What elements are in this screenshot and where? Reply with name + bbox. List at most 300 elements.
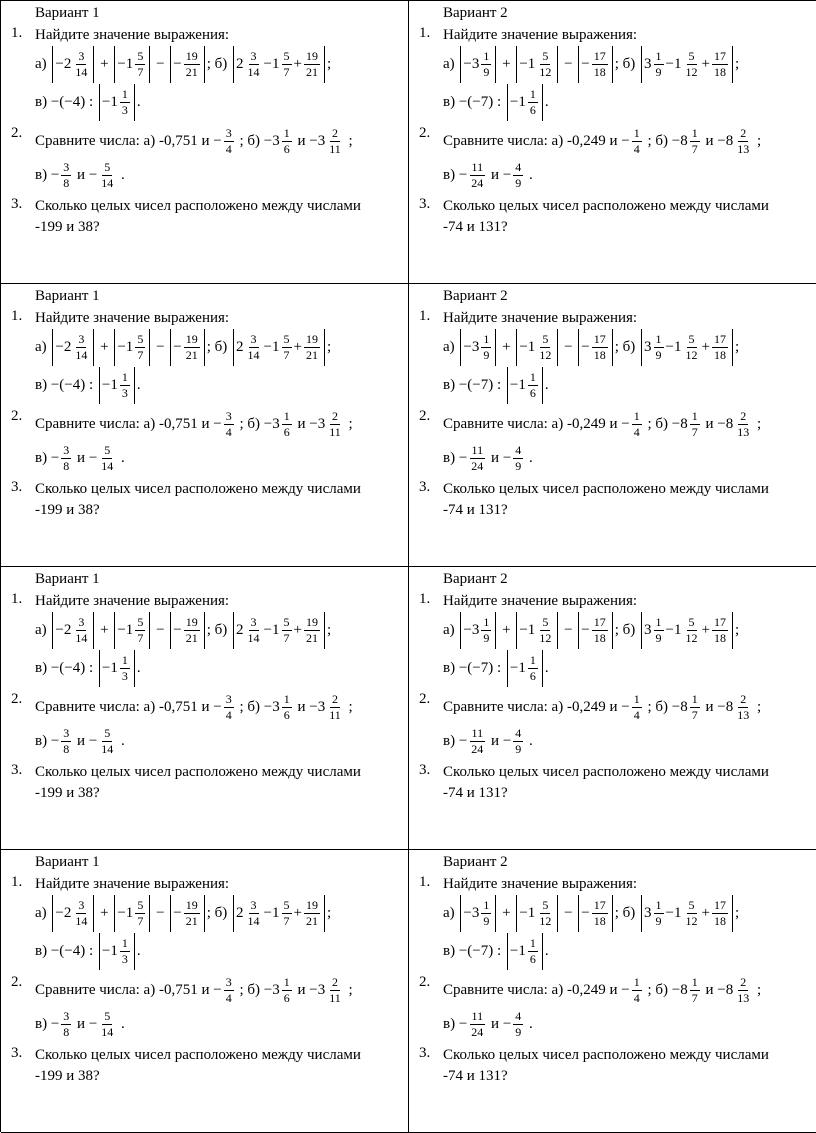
fraction-denominator: 9 xyxy=(655,65,662,79)
absolute-value-group xyxy=(460,46,496,83)
fraction xyxy=(513,726,523,757)
math-text: −2 xyxy=(55,56,72,72)
problem-line xyxy=(443,46,811,83)
fraction xyxy=(246,49,262,80)
fraction xyxy=(592,49,608,80)
math-text: в) − xyxy=(35,450,60,466)
fraction-denominator: 21 xyxy=(305,914,318,928)
fraction-numerator: 3 xyxy=(78,898,85,912)
math-text: −1 xyxy=(665,622,682,638)
problem-line xyxy=(443,725,811,758)
math-text: и − xyxy=(73,167,98,183)
math-text: . xyxy=(544,377,549,393)
fraction-denominator: 9 xyxy=(483,65,490,79)
fraction xyxy=(684,898,700,929)
fraction-numerator: 5 xyxy=(104,443,111,457)
math-text: −1 xyxy=(101,94,118,110)
fraction xyxy=(246,898,262,929)
fraction xyxy=(654,49,664,80)
fraction-numerator: 2 xyxy=(740,409,747,423)
fraction xyxy=(282,975,292,1006)
absolute-value-group xyxy=(52,895,94,932)
math-text: в) −(−4) : xyxy=(35,660,97,676)
math-text: . xyxy=(117,733,125,749)
fraction-denominator: 21 xyxy=(185,348,198,362)
math-text: 2 xyxy=(236,905,244,921)
math-text: а) xyxy=(443,56,459,72)
math-text: −3 xyxy=(463,339,480,355)
fraction-denominator: 12 xyxy=(539,914,552,928)
fraction-denominator: 9 xyxy=(515,176,522,190)
math-text: − xyxy=(560,339,577,355)
math-text: и − xyxy=(487,733,512,749)
problem-line xyxy=(35,159,403,192)
math-text: −2 xyxy=(55,905,72,921)
fraction-numerator: 19 xyxy=(185,332,198,346)
fraction-numerator: 5 xyxy=(688,332,695,346)
math-text: −1 xyxy=(117,339,134,355)
math-text: в) −(−7) : xyxy=(443,660,505,676)
fraction-denominator: 14 xyxy=(75,631,88,645)
math-text: в) −(−4) : xyxy=(35,943,97,959)
fraction-denominator: 7 xyxy=(691,708,698,722)
fraction-denominator: 7 xyxy=(137,348,144,362)
fraction-numerator: 1 xyxy=(483,49,490,63)
math-text: ; б) −3 xyxy=(235,982,280,998)
math-text: в) − xyxy=(443,167,468,183)
math-text: ; xyxy=(734,905,740,921)
math-text: 3 xyxy=(644,339,652,355)
absolute-value-group xyxy=(578,46,612,83)
fraction-denominator: 12 xyxy=(685,348,698,362)
fraction-denominator: 4 xyxy=(633,425,640,439)
math-text: −1 xyxy=(101,660,118,676)
fraction xyxy=(327,975,343,1006)
fraction-denominator: 21 xyxy=(305,65,318,79)
fraction-denominator: 18 xyxy=(593,65,606,79)
fraction xyxy=(224,409,234,440)
absolute-value-group xyxy=(170,329,204,366)
math-text: −3 xyxy=(463,622,480,638)
problem-lines xyxy=(35,874,403,971)
math-text: и − xyxy=(487,167,512,183)
problem-lines xyxy=(443,479,811,521)
fraction-numerator: 5 xyxy=(688,49,695,63)
problem-item xyxy=(11,408,403,476)
math-text: Найдите значение выражения: xyxy=(35,309,230,326)
fraction-denominator: 21 xyxy=(305,631,318,645)
math-text: ; xyxy=(326,339,332,355)
problem-lines xyxy=(35,308,403,405)
fraction-numerator: 2 xyxy=(740,975,747,989)
absolute-value-group xyxy=(170,895,204,932)
problem-line xyxy=(443,196,811,216)
math-text: − xyxy=(173,622,182,638)
problem-lines xyxy=(443,591,811,688)
fraction xyxy=(120,936,130,967)
fraction-numerator: 1 xyxy=(633,975,640,989)
math-text: + xyxy=(701,339,710,355)
fraction-denominator: 11 xyxy=(329,708,341,722)
fraction-numerator: 3 xyxy=(225,126,232,140)
problem-lines xyxy=(443,974,811,1042)
math-text: −1 xyxy=(263,622,280,638)
problem-lines xyxy=(443,125,811,193)
fraction-numerator: 3 xyxy=(63,443,70,457)
fraction-denominator: 12 xyxy=(539,348,552,362)
fraction xyxy=(61,726,71,757)
math-text: + xyxy=(293,339,302,355)
fraction-numerator: 3 xyxy=(225,975,232,989)
fraction-numerator: 5 xyxy=(688,898,695,912)
fraction-numerator: 1 xyxy=(121,370,128,384)
fraction xyxy=(99,726,115,757)
math-text: + xyxy=(96,339,113,355)
absolute-value-group xyxy=(578,895,612,932)
math-text: а) xyxy=(35,56,51,72)
math-text: Найдите значение выражения: xyxy=(35,875,230,892)
problem-line xyxy=(35,974,403,1007)
fraction xyxy=(592,615,608,646)
math-text: ; б) xyxy=(206,339,232,355)
fraction-denominator: 24 xyxy=(471,742,484,756)
problem-lines xyxy=(35,591,403,688)
fraction-denominator: 3 xyxy=(121,103,128,117)
math-text: Найдите значение выражения: xyxy=(443,875,638,892)
math-text: − xyxy=(152,56,169,72)
fraction xyxy=(735,409,751,440)
absolute-value-group xyxy=(99,650,135,687)
fraction-numerator: 3 xyxy=(250,898,257,912)
absolute-value-group xyxy=(233,895,325,932)
fraction-denominator: 13 xyxy=(737,425,750,439)
fraction xyxy=(513,443,523,474)
fraction xyxy=(282,692,292,723)
math-text: Сравните числа: а) -0,751 и − xyxy=(35,699,222,715)
fraction xyxy=(690,975,700,1006)
math-text: и − xyxy=(487,1016,512,1032)
absolute-value-group xyxy=(516,46,558,83)
problem-item xyxy=(419,479,811,521)
fraction-numerator: 2 xyxy=(740,692,747,706)
problem-line xyxy=(35,612,403,649)
fraction-denominator: 9 xyxy=(655,348,662,362)
problem-line xyxy=(35,650,403,687)
problem-line xyxy=(35,783,403,803)
math-text: ; б) −8 xyxy=(643,982,688,998)
problem-lines xyxy=(443,408,811,476)
math-text: в) − xyxy=(35,167,60,183)
problem-line xyxy=(443,974,811,1007)
fraction xyxy=(73,615,89,646)
math-text: Сколько целых чисел расположено между числами xyxy=(443,480,769,497)
fraction-numerator: 5 xyxy=(542,898,549,912)
absolute-value-group xyxy=(114,46,150,83)
problem-line xyxy=(35,46,403,83)
fraction-denominator: 8 xyxy=(63,459,70,473)
problem-line xyxy=(35,408,403,441)
fraction xyxy=(246,615,262,646)
fraction-numerator: 2 xyxy=(331,975,338,989)
fraction-numerator: 19 xyxy=(305,615,318,629)
fraction-numerator: 3 xyxy=(63,1009,70,1023)
math-text: Найдите значение выражения: xyxy=(35,592,230,609)
fraction-denominator: 14 xyxy=(101,1025,114,1039)
problem-number: 3. xyxy=(11,762,23,778)
math-text: −1 xyxy=(509,377,526,393)
math-text: . xyxy=(136,94,141,110)
fraction-denominator: 18 xyxy=(713,348,726,362)
fraction xyxy=(654,898,664,929)
math-text: −1 xyxy=(263,56,280,72)
fraction-denominator: 9 xyxy=(655,631,662,645)
problem-line xyxy=(443,442,811,475)
fraction-numerator: 3 xyxy=(250,49,257,63)
math-text: Сколько целых чисел расположено между числами xyxy=(443,763,769,780)
fraction xyxy=(282,332,292,363)
variant-title: Вариант 1 xyxy=(35,5,100,21)
fraction-numerator: 17 xyxy=(593,615,606,629)
fraction-numerator: 5 xyxy=(104,1009,111,1023)
math-text: + xyxy=(293,56,302,72)
math-text: −3 xyxy=(463,905,480,921)
fraction xyxy=(654,332,664,363)
math-text: 2 xyxy=(236,339,244,355)
problem-lines xyxy=(443,308,811,405)
fraction-denominator: 24 xyxy=(471,176,484,190)
problem-number: 2. xyxy=(11,691,23,707)
fraction-numerator: 1 xyxy=(655,615,662,629)
problem-item xyxy=(11,196,403,238)
fraction xyxy=(712,898,728,929)
problem-number: 2. xyxy=(419,974,431,990)
math-text: в) − xyxy=(443,1016,468,1032)
fraction xyxy=(469,443,485,474)
fraction xyxy=(282,409,292,440)
math-text: Сколько целых чисел расположено между числами xyxy=(35,1046,361,1063)
fraction xyxy=(690,409,700,440)
math-text: в) − xyxy=(443,450,468,466)
fraction-numerator: 1 xyxy=(483,332,490,346)
problem-number: 2. xyxy=(419,691,431,707)
math-text: −1 xyxy=(263,339,280,355)
math-text: −1 xyxy=(117,622,134,638)
problem-lines xyxy=(35,408,403,476)
math-text: в) − xyxy=(35,1016,60,1032)
absolute-value-group xyxy=(507,650,543,687)
fraction-denominator: 3 xyxy=(121,386,128,400)
math-text: а) xyxy=(443,905,459,921)
fraction-numerator: 19 xyxy=(305,49,318,63)
problem-item xyxy=(11,762,403,804)
math-text: −1 xyxy=(519,622,536,638)
absolute-value-group xyxy=(99,84,135,121)
fraction-numerator: 17 xyxy=(593,49,606,63)
fraction-denominator: 24 xyxy=(471,459,484,473)
fraction xyxy=(684,615,700,646)
fraction xyxy=(99,160,115,191)
absolute-value-group xyxy=(170,46,204,83)
math-text: и − xyxy=(73,733,98,749)
worksheet-cell xyxy=(409,1,816,284)
problem-item xyxy=(419,308,811,405)
math-text: + xyxy=(293,905,302,921)
fraction xyxy=(632,409,642,440)
fraction xyxy=(481,615,491,646)
math-text: -74 и 131? xyxy=(443,501,508,518)
fraction xyxy=(99,443,115,474)
math-text: −2 xyxy=(55,622,72,638)
absolute-value-group xyxy=(460,895,496,932)
fraction-denominator: 14 xyxy=(101,459,114,473)
fraction-denominator: 18 xyxy=(713,914,726,928)
math-text: ; xyxy=(734,622,740,638)
fraction xyxy=(224,126,234,157)
problem-line xyxy=(443,500,811,520)
math-text: ; б) xyxy=(614,339,640,355)
fraction-numerator: 1 xyxy=(529,370,536,384)
worksheet-cell xyxy=(1,850,409,1133)
problem-number: 2. xyxy=(419,408,431,424)
fraction xyxy=(537,898,553,929)
math-text: 3 xyxy=(644,905,652,921)
fraction-denominator: 21 xyxy=(185,631,198,645)
fraction-numerator: 1 xyxy=(529,653,536,667)
fraction-numerator: 1 xyxy=(655,332,662,346)
fraction xyxy=(735,692,751,723)
absolute-value-group xyxy=(460,612,496,649)
problem-line xyxy=(443,408,811,441)
fraction-numerator: 2 xyxy=(331,126,338,140)
problem-line xyxy=(443,308,811,328)
fraction-numerator: 1 xyxy=(691,692,698,706)
fraction xyxy=(469,1009,485,1040)
absolute-value-group xyxy=(516,895,558,932)
fraction-numerator: 19 xyxy=(185,898,198,912)
math-text: и −3 xyxy=(293,133,326,149)
math-text: ; xyxy=(753,982,762,998)
fraction-denominator: 4 xyxy=(633,991,640,1005)
math-text: ; xyxy=(753,699,762,715)
fraction xyxy=(537,615,553,646)
fraction xyxy=(327,126,343,157)
math-text: ; б) −3 xyxy=(235,133,280,149)
problem-number: 1. xyxy=(11,25,23,41)
absolute-value-group xyxy=(170,612,204,649)
math-text: Сколько целых чисел расположено между числами xyxy=(35,197,361,214)
fraction-numerator: 5 xyxy=(104,726,111,740)
math-text: ; xyxy=(344,699,353,715)
math-text: в) −(−7) : xyxy=(443,377,505,393)
problem-number: 2. xyxy=(11,125,23,141)
math-text: ; xyxy=(326,622,332,638)
fraction-denominator: 9 xyxy=(483,914,490,928)
fraction-denominator: 7 xyxy=(137,914,144,928)
fraction-numerator: 4 xyxy=(515,1009,522,1023)
fraction-denominator: 7 xyxy=(691,991,698,1005)
problem-line xyxy=(443,1045,811,1065)
math-text: −1 xyxy=(519,905,536,921)
fraction-denominator: 3 xyxy=(121,952,128,966)
math-text: в) −(−7) : xyxy=(443,94,505,110)
variant-title: Вариант 2 xyxy=(443,571,508,587)
math-text: −3 xyxy=(463,56,480,72)
problem-line xyxy=(443,159,811,192)
problem-number: 3. xyxy=(419,1045,431,1061)
fraction-numerator: 1 xyxy=(691,409,698,423)
problem-line xyxy=(35,933,403,970)
math-text: и −8 xyxy=(701,982,734,998)
math-text: + xyxy=(701,905,710,921)
fraction-numerator: 19 xyxy=(185,615,198,629)
worksheet-cell xyxy=(1,284,409,567)
problem-lines xyxy=(35,1045,403,1087)
fraction-numerator: 2 xyxy=(331,692,338,706)
absolute-value-group xyxy=(114,895,150,932)
fraction-denominator: 4 xyxy=(633,142,640,156)
fraction xyxy=(184,332,200,363)
math-text: ; б) xyxy=(206,622,232,638)
problem-item xyxy=(419,691,811,759)
fraction xyxy=(73,49,89,80)
problem-line xyxy=(35,84,403,121)
fraction xyxy=(135,49,145,80)
math-text: 3 xyxy=(644,622,652,638)
fraction xyxy=(712,332,728,363)
problem-number: 3. xyxy=(419,479,431,495)
math-text: а) xyxy=(443,339,459,355)
fraction-numerator: 19 xyxy=(305,332,318,346)
math-text: -74 и 131? xyxy=(443,784,508,801)
math-text: а) xyxy=(35,622,51,638)
fraction-denominator: 11 xyxy=(329,425,341,439)
math-text: . xyxy=(525,1016,533,1032)
math-text: ; xyxy=(753,416,762,432)
problem-line xyxy=(443,612,811,649)
absolute-value-group xyxy=(114,612,150,649)
fraction-numerator: 11 xyxy=(471,1009,484,1023)
fraction xyxy=(632,126,642,157)
fraction-denominator: 7 xyxy=(691,425,698,439)
problem-line xyxy=(443,125,811,158)
fraction-denominator: 14 xyxy=(247,631,260,645)
fraction-numerator: 4 xyxy=(515,726,522,740)
fraction-numerator: 1 xyxy=(633,126,640,140)
math-text: . xyxy=(544,943,549,959)
math-text: − xyxy=(560,56,577,72)
math-text: и − xyxy=(73,1016,98,1032)
fraction-numerator: 5 xyxy=(283,615,290,629)
fraction-numerator: 5 xyxy=(283,898,290,912)
problem-line xyxy=(443,1066,811,1086)
fraction-numerator: 5 xyxy=(137,49,144,63)
fraction-denominator: 9 xyxy=(483,348,490,362)
fraction xyxy=(73,332,89,363)
math-text: в) − xyxy=(35,733,60,749)
math-text: Сравните числа: а) -0,751 и − xyxy=(35,982,222,998)
fraction xyxy=(632,692,642,723)
absolute-value-group xyxy=(99,367,135,404)
fraction-denominator: 7 xyxy=(691,142,698,156)
absolute-value-group xyxy=(507,84,543,121)
math-text: + xyxy=(701,622,710,638)
fraction-denominator: 7 xyxy=(283,631,290,645)
fraction xyxy=(690,126,700,157)
variant-title: Вариант 2 xyxy=(443,288,508,304)
math-text: −1 xyxy=(665,339,682,355)
variant-title: Вариант 1 xyxy=(35,571,100,587)
math-text: -74 и 131? xyxy=(443,218,508,235)
